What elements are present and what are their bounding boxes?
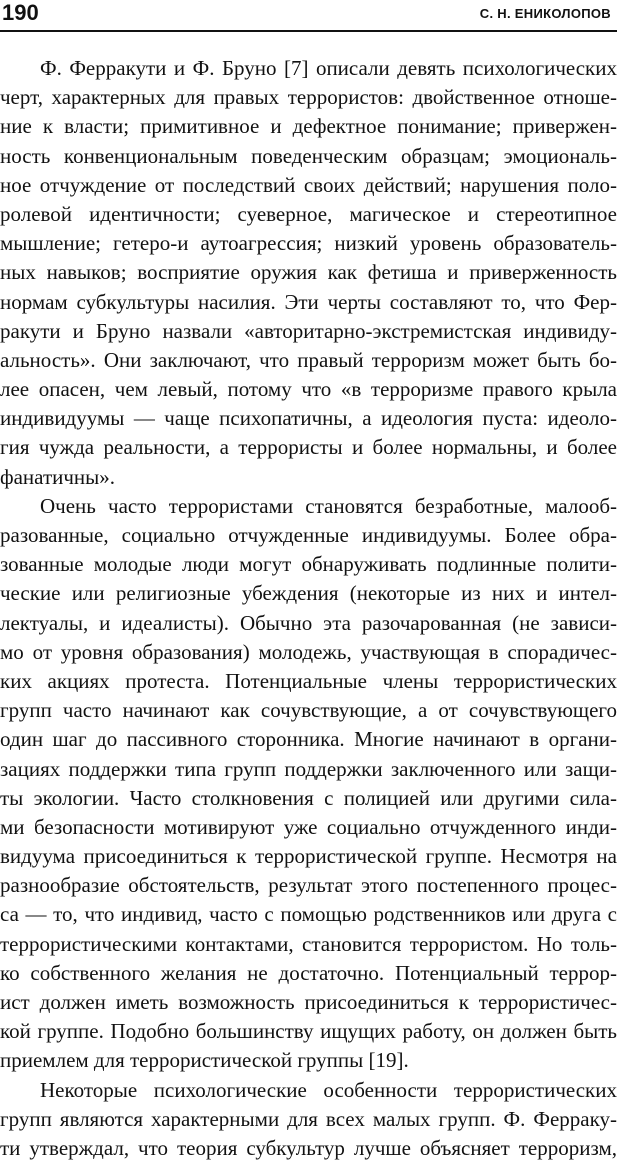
text-line: Очень часто террористами становятся безработные, малооб-: [40, 493, 617, 518]
text-line: ное отчуждение от последствий своих действий; нарушения поло-: [0, 172, 617, 197]
text-line: ко собственного желания не достаточно. Потенциальный террор-: [0, 960, 617, 985]
text-line: разнообразие обстоятельств, результат этого постепенного процес-: [0, 873, 617, 898]
text-line: ких акциях протеста. Потенциальные члены террористических: [0, 668, 617, 693]
text-line: альность». Они заключают, что правый терроризм может быть бо-: [0, 347, 617, 372]
text-line: лектуалы, и идеалисты). Обычно эта разочарованная (не зависи-: [0, 610, 617, 635]
text-line: ние к власти; примитивное и дефектное понимание; привержен-: [0, 114, 617, 139]
text-line: фанатичны».: [0, 464, 116, 489]
text-line: индивидуумы — чаще психопатичны, а идеология пуста: идеоло-: [0, 406, 617, 431]
text-line: са — то, что индивид, часто с помощью родственников или друга с: [0, 902, 617, 927]
text-line: мышление; гетеро-и аутоагрессия; низкий уровень образователь-: [0, 231, 617, 256]
running-head-author: С. Н. ЕНИКОЛОПОВ: [479, 6, 611, 21]
body-text: [0, 54, 617, 1163]
text-line: гия чужда реальности, а террористы и более нормальны, и более: [0, 435, 617, 460]
text-line: Ф. Ферракути и Ф. Бруно [7] описали девять психологических: [40, 56, 617, 80]
text-line: Некоторые психологические особенности террористических: [40, 1077, 617, 1102]
text-line: один шаг до пассивного сторонника. Многие начинают в органи-: [0, 727, 617, 752]
text-line: разованные, социально отчужденные индивидуумы. Более обра-: [0, 523, 617, 547]
page-number: 190: [2, 0, 39, 25]
text-line: нормам субкультуры насилия. Эти черты составляют то, что Фер-: [0, 289, 617, 314]
page-header: [0, 0, 617, 32]
text-line: ролевой идентичности; суеверное, магическое и стереотипное: [0, 201, 617, 226]
text-line: ист должен иметь возможность присоединиться к террористичес-: [0, 990, 617, 1014]
text-line: мо от уровня образования) молодежь, участвующая в спорадичес-: [0, 639, 617, 664]
text-line: лее опасен, чем левый, потому что «в терроризме правого крыла: [0, 377, 617, 402]
text-line: кой группе. Подобно большинству ищущих работу, он должен быть: [0, 1019, 617, 1044]
text-line: черт, характерных для правых террористов: двойственное отноше-: [0, 85, 617, 110]
paragraph: [0, 1076, 617, 1163]
text-line: ми безопасности мотивируют уже социально отчужденного инди-: [0, 814, 617, 839]
text-line: ность конвенциональным поведенческим образцам; эмоциональ-: [0, 143, 617, 168]
text-line: ных навыков; восприятие оружия как фетиша и приверженность: [0, 260, 617, 285]
text-line: террористическими контактами, становится террористом. Но толь-: [0, 931, 617, 956]
text-line: зованные молодые люди могут обнаруживать подлинные полити-: [0, 552, 617, 577]
text-line: ческие или религиозные убеждения (некоторые из них и интел-: [0, 581, 617, 606]
text-line: групп часто начинают как сочувствующие, а от сочувствующего: [0, 698, 617, 723]
paragraph: [0, 492, 617, 1076]
text-line: ракути и Бруно назвали «авторитарно-экстремистская индивиду-: [0, 318, 617, 343]
paragraph: [0, 54, 617, 492]
text-line: ти утверждал, что теория субкультур лучше объясняет терроризм,: [0, 1135, 617, 1160]
text-line: групп являются характерными для всех малых групп. Ф. Ферраку-: [0, 1106, 617, 1131]
text-line: зациях поддержки типа групп поддержки заключенного или защи-: [0, 756, 617, 781]
text-line: ты экологии. Часто столкновения с полицией или другими сила-: [0, 785, 617, 810]
text-line: приемлем для террористической группы [19].: [0, 1048, 409, 1073]
text-line: видуума присоединиться к террористической группе. Несмотря на: [0, 844, 617, 869]
